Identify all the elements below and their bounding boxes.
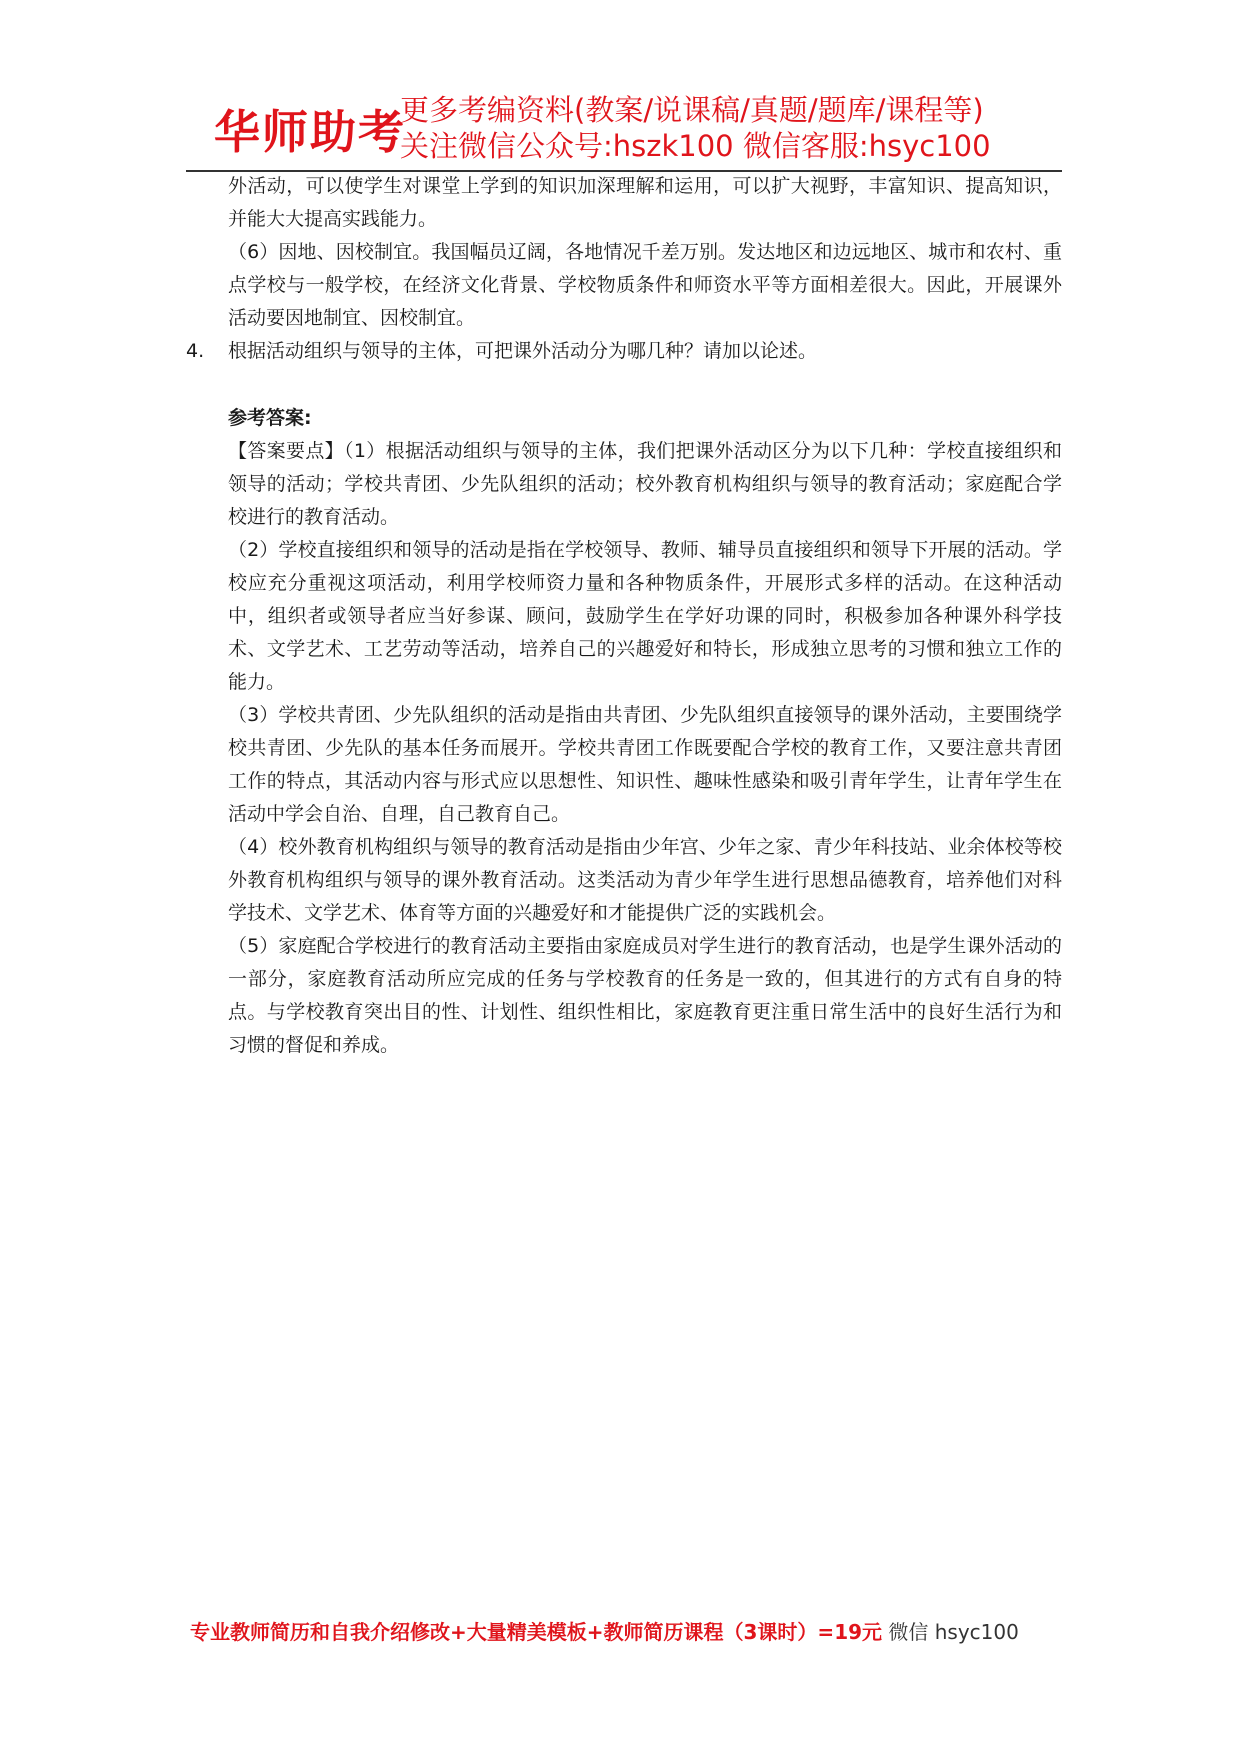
banner-line-2: 关注微信公众号:hszk100 微信客服:hsyc100 [400, 129, 991, 163]
continuation-paragraph: 外活动，可以使学生对课堂上学到的知识加深理解和运用，可以扩大视野，丰富知识、提高知识，并能大大提高实践能力。 [228, 175, 1062, 230]
answer-paragraph-2: （2）学校直接组织和领导的活动是指在学校领导、教师、辅导员直接组织和领导下开展的活动。学校应充分重视这项活动，利用学校师资力量和各种物质条件，开展形式多样的活动。在这种活动中，组织者或领导者应当好参谋、顾问，鼓励学生在学好功课的同时，积极参加各种课外科学技术、文学艺术、工艺劳动等活动，培养自己的兴趣爱好和特长，形成独立思考的习惯和独立工作的能力。 [228, 539, 1062, 693]
footer-contact: 微信 hsyc100 [882, 1620, 1019, 1644]
banner-text [400, 92, 991, 164]
document-body [186, 170, 1062, 1062]
footer-promo-text: 专业教师简历和自我介绍修改+大量精美模板+教师简历课程（3课时）=19元 [190, 1620, 883, 1644]
answer-paragraph-4: （4）校外教育机构组织与领导的教育活动是指由少年宫、少年之家、青少年科技站、业余体校等校外教育机构组织与领导的课外教育活动。这类活动为青少年学生进行思想品德教育，培养他们对科学技术、文学艺术、体育等方面的兴趣爱好和才能提供广泛的实践机会。 [228, 836, 1062, 924]
banner-line-1: 更多考编资料(教案/说课稿/真题/题库/课程等) [400, 93, 984, 127]
question-text: 根据活动组织与领导的主体，可把课外活动分为哪几种？请加以论述。 [228, 340, 818, 362]
footer-promo [190, 1618, 1090, 1646]
question-number: 4. [186, 340, 205, 362]
question-4 [186, 335, 1062, 368]
answer-paragraph-5: （5）家庭配合学校进行的教育活动主要指由家庭成员对学生进行的教育活动，也是学生课外活动的一部分，家庭教育活动所应完成的任务与学校教育的任务是一致的，但其进行的方式有自身的特点。与学校教育突出目的性、计划性、组织性相比，家庭教育更注重日常生活中的良好生活行为和习惯的督促和养成。 [228, 935, 1062, 1056]
point-6-paragraph: （6）因地、因校制宜。我国幅员辽阔，各地情况千差万别。发达地区和边远地区、城市和农村、重点学校与一般学校，在经济文化背景、学校物质条件和师资水平等方面相差很大。因此，开展课外活动要因地制宜、因校制宜。 [228, 241, 1062, 329]
answer-paragraph-1: 【答案要点】（1）根据活动组织与领导的主体，我们把课外活动区分为以下几种：学校直接组织和领导的活动；学校共青团、少先队组织的活动；校外教育机构组织与领导的教育活动；家庭配合学校进行的教育活动。 [228, 440, 1062, 528]
brand-logo: 华师助考 [214, 105, 406, 159]
spacer [186, 368, 1062, 402]
header-banner [214, 92, 1044, 172]
answer-title: 参考答案: [228, 407, 312, 429]
answer-paragraph-3: （3）学校共青团、少先队组织的活动是指由共青团、少先队组织直接领导的课外活动，主要围绕学校共青团、少先队的基本任务而展开。学校共青团工作既要配合学校的教育工作，又要注意共青团工作的特点，其活动内容与形式应以思想性、知识性、趣味性感染和吸引青年学生，让青年学生在活动中学会自治、自理，自己教育自己。 [228, 704, 1062, 825]
